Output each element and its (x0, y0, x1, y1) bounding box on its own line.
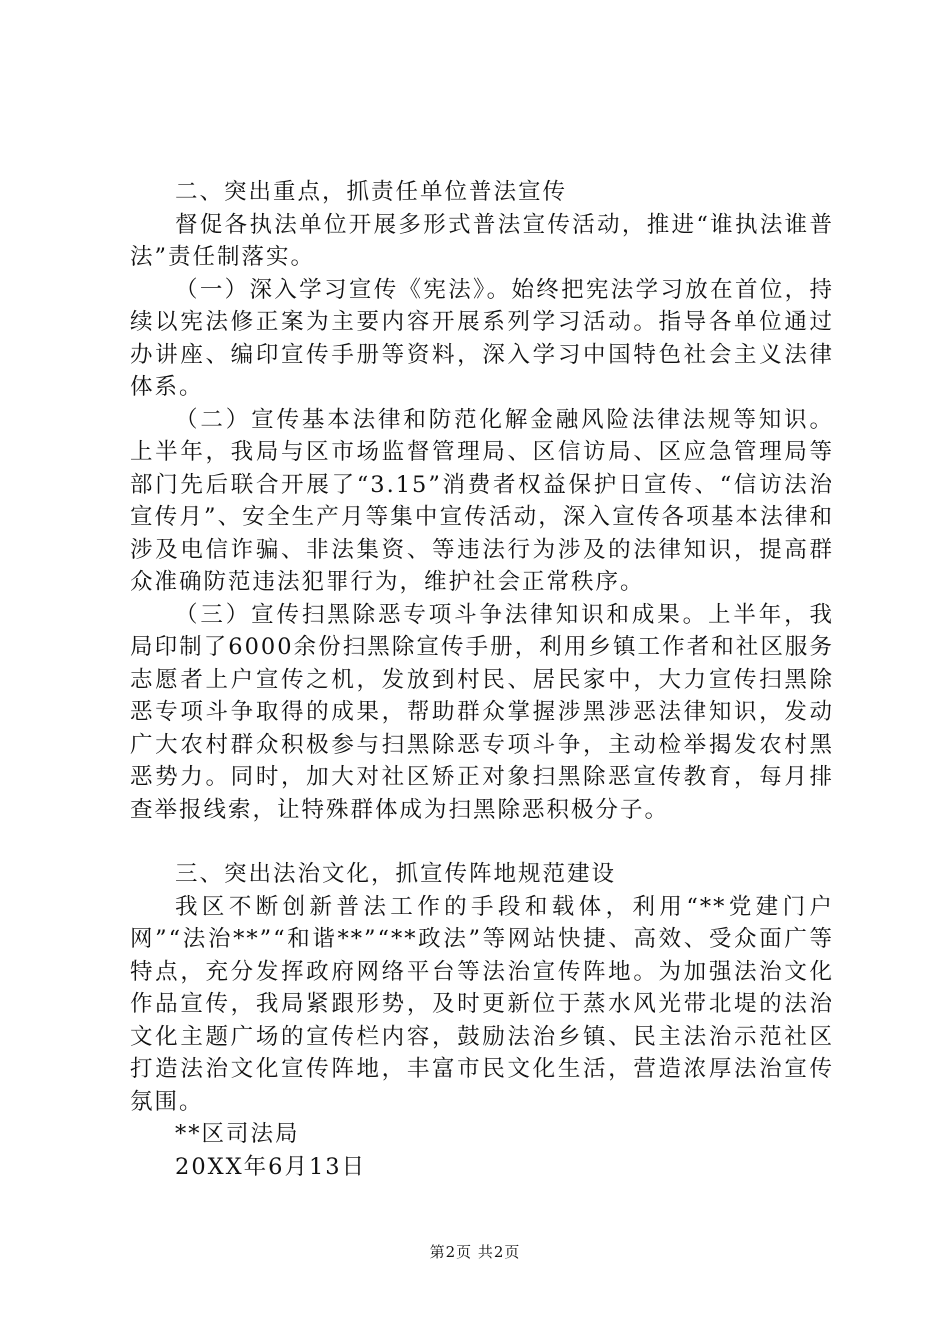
page-footer: 第2页 共2页 (429, 1243, 521, 1261)
section-2-heading: 二、突出重点，抓责任单位普法宣传 (175, 179, 568, 205)
section-2-item-1: （一）深入学习宣传《宪法》。始终把宪法学习放在首位，持续以宪法修正案为主要内容开展系列学习活动。指导各单位通过办讲座、编印宣传手册等资料，深入学习中国特色社会主义法律体系。 (130, 276, 834, 400)
section-3-body: 我区不断创新普法工作的手段和载体，利用“**党建门户网”“法治**”“和谐**”“**政法”等网站快捷、高效、受众面广等特点，充分发挥政府网络平台等法治宣传阵地。为加强法治文化作品宣传，我局紧跟形势，及时更新位于蒸水风光带北堤的法治文化主题广场的宣传栏内容，鼓励法治乡镇、民主法治示范社区打造法治文化宣传阵地，丰富市民文化生活，营造浓厚法治宣传氛围。 (130, 893, 834, 1115)
section-2-item-2: （二）宣传基本法律和防范化解金融风险法律法规等知识。上半年，我局与区市场监督管理局、区信访局、区应急管理局等部门先后联合开展了“3.15”消费者权益保护日宣传、“信访法治宣传月”、安全生产月等集中宣传活动，深入宣传各项基本法律和涉及电信诈骗、非法集资、等违法行为涉及的法律知识，提高群众准确防范违法犯罪行为，维护社会正常秩序。 (130, 406, 834, 595)
signature-org: **区司法局 (175, 1121, 300, 1147)
section-3-heading: 三、突出法治文化，抓宣传阵地规范建设 (175, 861, 617, 887)
document-body (130, 176, 834, 1183)
signature-date: 20XX年6月13日 (175, 1153, 367, 1180)
section-2-intro: 督促各执法单位开展多形式普法宣传活动，推进“谁执法谁普法”责任制落实。 (130, 211, 834, 270)
section-gap (130, 826, 834, 858)
section-2-item-3: （三）宣传扫黑除恶专项斗争法律知识和成果。上半年，我局印制了6000余份扫黑除宣传手册，利用乡镇工作者和社区服务志愿者上户宣传之机，发放到村民、居民家中，大力宣传扫黑除恶专项斗争取得的成果，帮助群众掌握涉黑涉恶法律知识，发动广大农村群众积极参与扫黑除恶专项斗争，主动检举揭发农村黑恶势力。同时，加大对社区矫正对象扫黑除恶宣传教育，每月排查举报线索，让特殊群体成为扫黑除恶积极分子。 (130, 601, 834, 823)
